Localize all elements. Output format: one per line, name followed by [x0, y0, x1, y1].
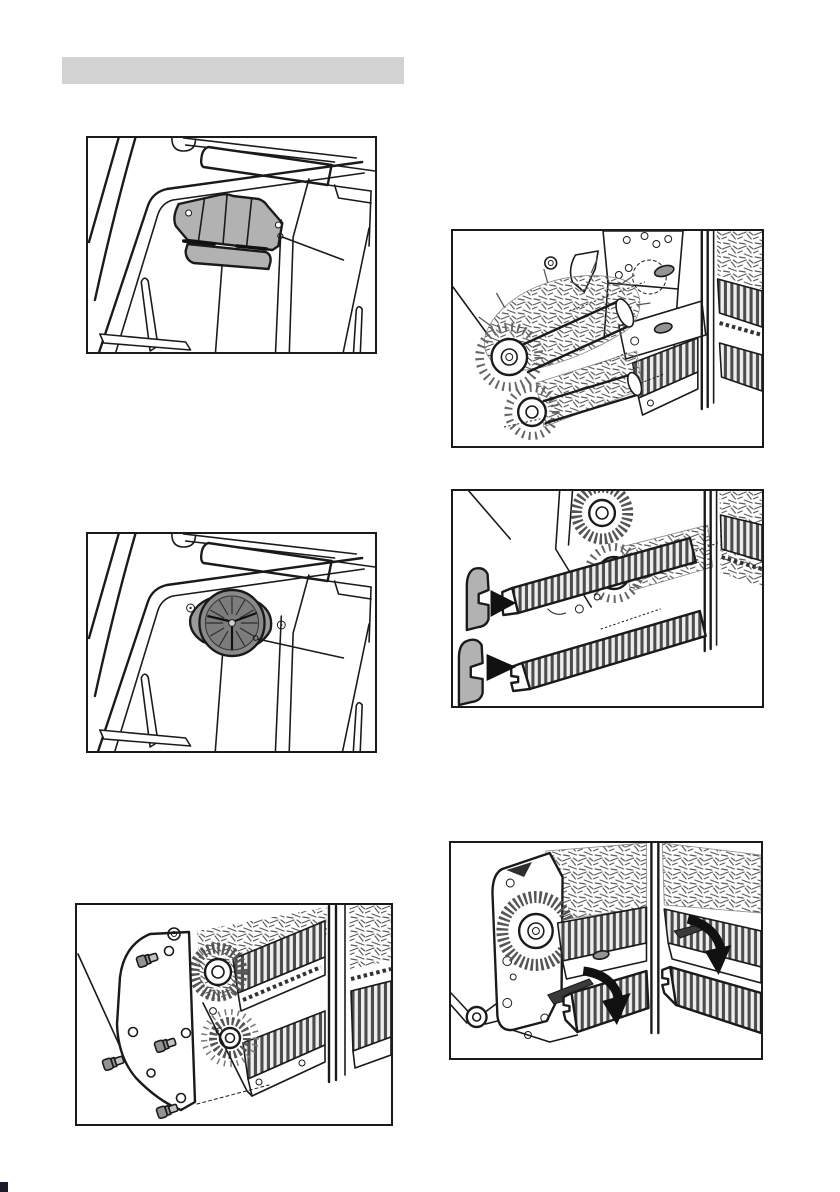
sealing-strip-lower	[511, 611, 705, 691]
section-heading-bar	[62, 57, 404, 84]
figure-strips-fold-down	[449, 841, 763, 1060]
callout-line	[253, 636, 343, 658]
figure-rollers-removed	[451, 229, 764, 448]
callout-line	[453, 287, 487, 333]
upper-roller-hub	[205, 959, 231, 985]
callout-line	[278, 233, 344, 260]
dust-flap	[174, 194, 282, 269]
lower-roller-hub	[220, 1028, 240, 1048]
figure-hopper-filter	[86, 532, 377, 753]
callout-line	[469, 491, 510, 539]
figure-end-plate-screws	[75, 903, 393, 1126]
retainer-lower	[459, 640, 483, 705]
screw-3	[102, 1054, 125, 1071]
page-corner-mark	[0, 1182, 8, 1192]
roller-hub	[519, 914, 553, 948]
callout-line	[451, 993, 468, 1023]
figure-hopper-flap	[86, 136, 377, 354]
retainer-upper	[467, 568, 489, 630]
figure-strip-retainers	[451, 489, 764, 708]
belt-pulley	[467, 1007, 487, 1027]
round-filter	[187, 590, 286, 656]
callout-line	[78, 954, 122, 1051]
section-heading-label	[62, 57, 404, 84]
